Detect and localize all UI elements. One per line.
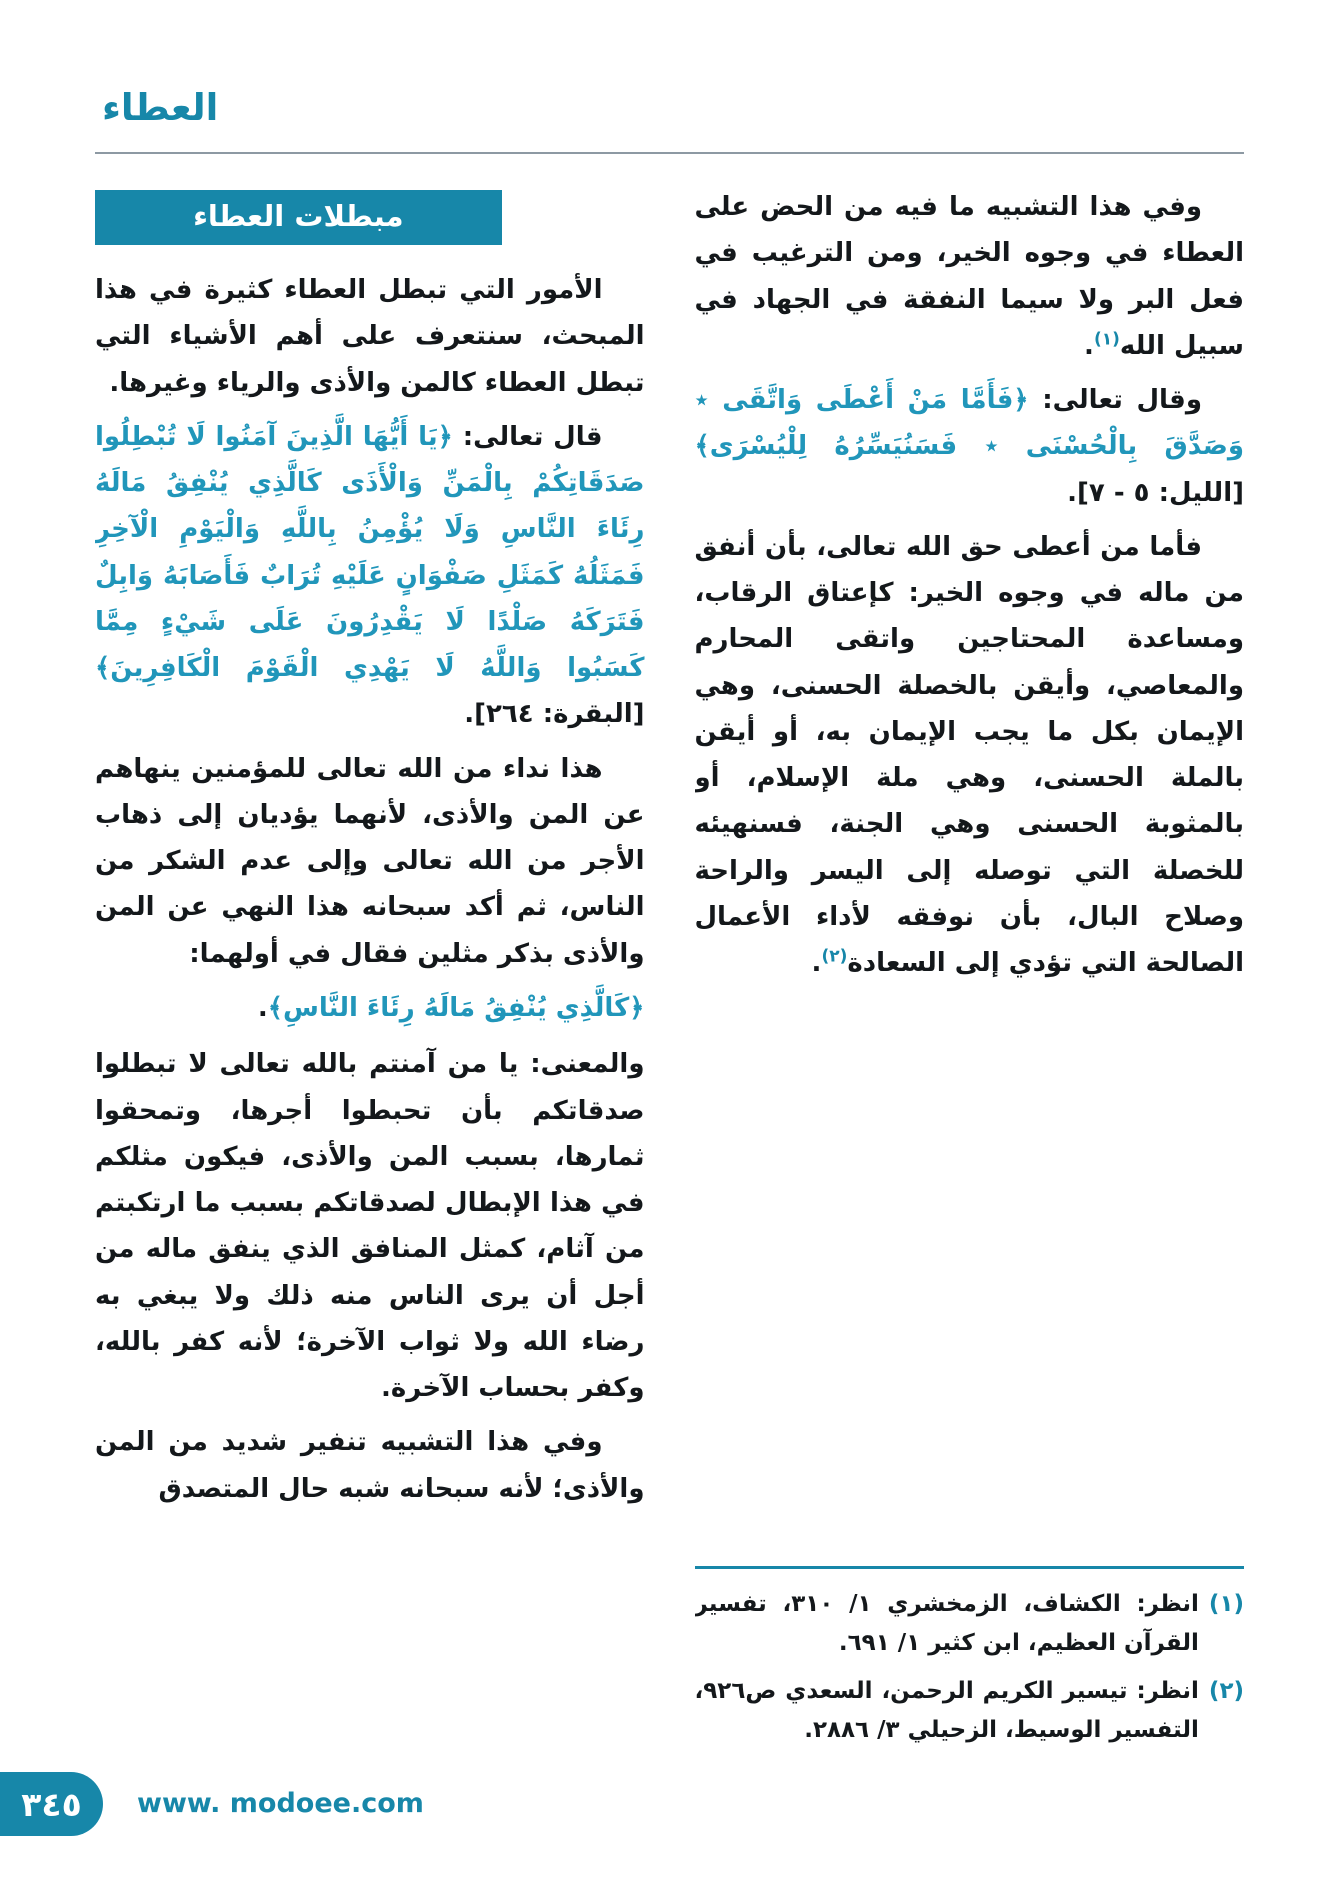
footnote-number: (١): [1208, 1590, 1244, 1617]
para-tafsir-text: فأما من أعطى حق الله تعالى، بأن أنفق من ماله في وجوه الخير: كإعتاق الرقاب، ومساعدة المحتاجين واتقى المحارم والمعاصي، وأيقن بالخصلة الحسنى، وهي الإيمان بكل ما يجب الإيمان به، أو أيقن بالملة الحسنى، وهي ملة الإسلام، أو بالمثوبة الحسنى وهي الجنة، فسنهيئه للخصلة التي توصله إلى اليسر والراحة وصلاح البال، بأن نوفقه لأداء الأعمال الصالحة التي تؤدي إلى السعادة: [694, 531, 1244, 979]
quran-text-baqarah: ﴿يَا أَيُّهَا الَّذِينَ آمَنُوا لَا تُبْطِلُوا صَدَقَاتِكُمْ بِالْمَنِّ وَالْأَذَى كَالَّذِي يُنْفِقُ مَالَهُ رِئَاءَ النَّاسِ وَلَا يُؤْمِنُ بِاللَّهِ وَالْيَوْمِ الْآخِرِ فَمَثَلُهُ كَمَثَلِ صَفْوَانٍ عَلَيْهِ تُرَابٌ فَأَصَابَهُ وَابِلٌ فَتَرَكَهُ صَلْدًا لَا يَقْدِرُونَ عَلَى شَيْءٍ مِمَّا كَسَبُوا وَاللَّهُ لَا يَهْدِي الْقَوْمَ الْكَافِرِينَ﴾: [95, 421, 645, 684]
footnote-ref-1: (١): [1093, 329, 1120, 350]
para-quran-layl: [695, 377, 1245, 516]
quran-inline-text: ﴿كَالَّذِي يُنْفِقُ مَالَهُ رِئَاءَ النَّاسِ﴾: [267, 992, 645, 1023]
para-maana-explanation: والمعنى: يا من آمنتم بالله تعالى لا تبطلوا صدقاتكم بأن تحبطوا أجرها، وتمحقوا ثمارها، بسبب المن والأذى، فيكون مثلكم في هذا الإبطال لصدقاتكم بسبب ما ارتكبتم من آثام، كمثل المنافق الذي ينفق ماله من أجل أن يرى الناس منه ذلك ولا يبغي به رضاء الله ولا ثواب الآخرة؛ لأنه كفر بالله، وكفر بحساب الآخرة.: [95, 1049, 645, 1404]
quote-intro: وقال تعالى:: [1028, 385, 1202, 416]
para-tafsir-period: .: [811, 948, 822, 979]
quran-text-layl: ﴿فَأَمَّا مَنْ أَعْطَى وَاتَّقَى ٭ وَصَدَّقَ بِالْحُسْنَى ٭ فَسَنُيَسِّرُهُ لِلْيُسْرَى﴾: [694, 385, 1244, 462]
footnote-text: انظر: الكشاف، الزمخشري ١/ ٣١٠، تفسير القرآن العظيم، ابن كثير ١/ ٦٩١.: [694, 1590, 1199, 1657]
footnote-text: انظر: تيسير الكريم الرحمن، السعدي ص٩٢٦، التفسير الوسيط، الزحيلي ٣/ ٢٨٨٦.: [694, 1677, 1199, 1744]
para-tanfir: وفي هذا التشبيه تنفير شديد من المن والأذى؛ لأنه سبحانه شبه حال المتصدق: [95, 1427, 645, 1504]
quran-inline-line: [95, 985, 645, 1031]
website-url: www. modoee.com: [137, 1788, 424, 1819]
footnote-1: [695, 1585, 1245, 1664]
footnote-ref-2: (٢): [821, 946, 848, 967]
footnote-divider: [695, 1566, 1245, 1569]
column-left: [95, 184, 645, 1759]
para-tashbih-period: .: [1084, 330, 1094, 361]
para-nida-explanation: هذا نداء من الله تعالى للمؤمنين ينهاهم عن المن والأذى، لأنهما يؤديان إلى ذهاب الأجر من الله تعالى وإلى عدم الشكر من الناس، ثم أكد سبحانه هذا النهي عن المن والأذى بذكر مثلين فقال في أولهما:: [95, 753, 645, 969]
para-section-intro: الأمور التي تبطل العطاء كثيرة في هذا المبحث، سنتعرف على أهم الأشياء التي تبطل العطاء كالمن والأذى والرياء وغيرها.: [95, 275, 645, 398]
quran-ref-layl: [الليل: ٥ - ٧].: [1067, 477, 1244, 508]
para-tashbih-context: [695, 184, 1245, 369]
section-heading: مبطلات العطاء: [95, 190, 502, 245]
page-number: ٣٤٥: [21, 1784, 82, 1824]
quran-ref-baqarah: [البقرة: ٢٦٤].: [464, 699, 645, 730]
footnotes: [695, 1566, 1245, 1759]
page-header-title: العطاء: [102, 86, 219, 129]
para-tafsir-giving: [695, 524, 1245, 987]
footnote-number: (٢): [1208, 1677, 1244, 1704]
page-number-tab: [0, 1772, 103, 1836]
footnote-2: [695, 1672, 1245, 1751]
quote-intro: قال تعالى:: [452, 421, 603, 452]
page-content: [95, 184, 1244, 1759]
quran-inline-period: .: [257, 992, 268, 1023]
column-right: [695, 184, 1245, 1759]
para-quran-baqarah: [95, 414, 645, 738]
para-tashbih-text: وفي هذا التشبيه ما فيه من الحض على العطاء في وجوه الخير، ومن الترغيب في فعل البر ولا سيما النفقة في الجهاد في سبيل الله: [694, 192, 1244, 361]
header-rule: [95, 152, 1244, 154]
